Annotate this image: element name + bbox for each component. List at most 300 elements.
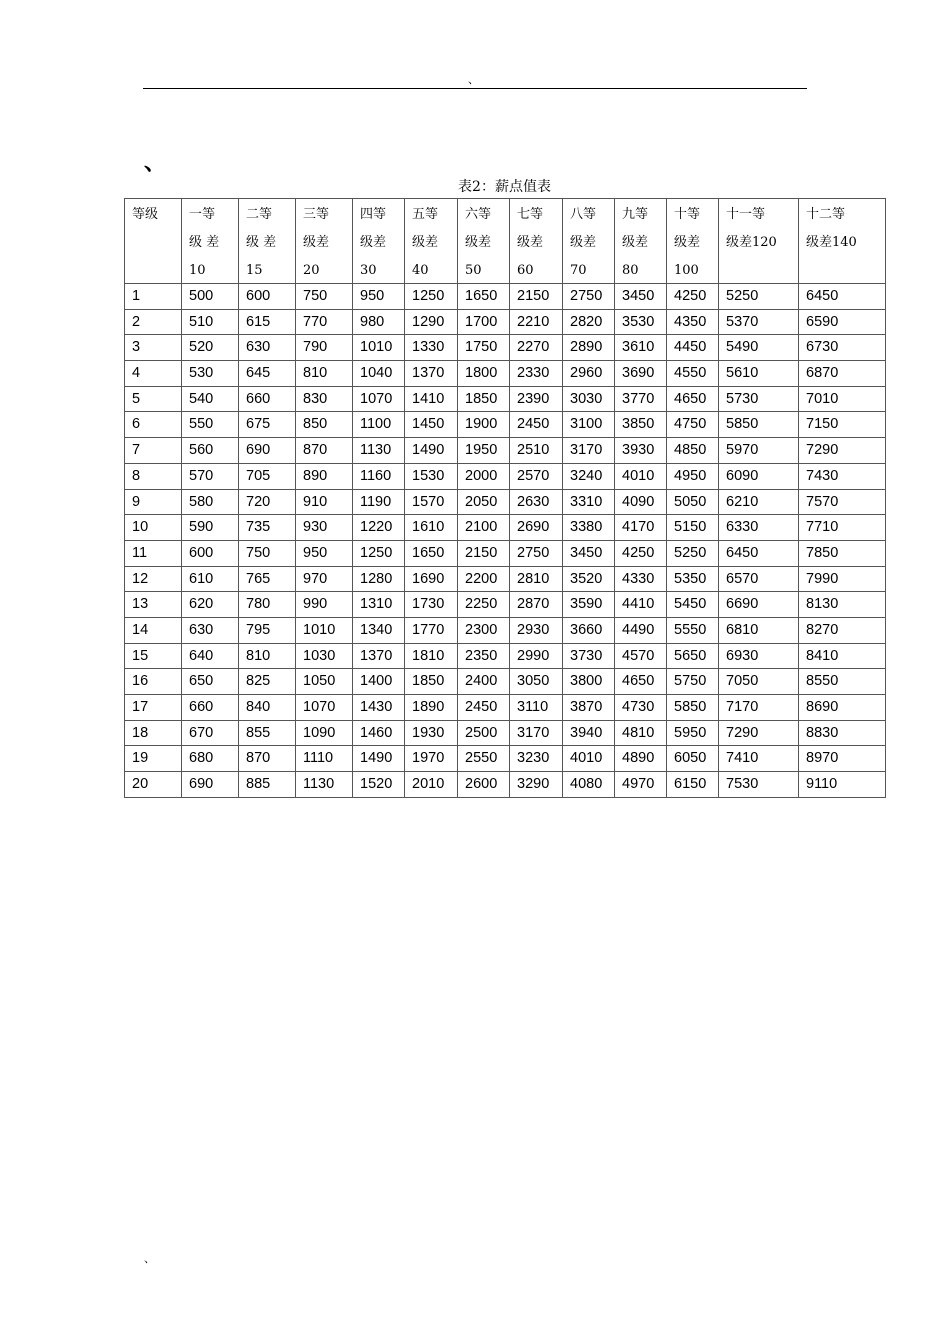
- value-cell: 2870: [510, 592, 563, 618]
- grade-cell: 6: [125, 412, 182, 438]
- header-name: 二等: [246, 207, 273, 222]
- header-name: 九等: [622, 207, 649, 222]
- value-cell: 5250: [667, 540, 719, 566]
- value-cell: 6570: [719, 566, 799, 592]
- value-cell: 7570: [799, 489, 886, 515]
- header-name: 四等: [360, 207, 387, 222]
- header-value: 20: [303, 263, 320, 278]
- grade-cell: 17: [125, 695, 182, 721]
- grade-cell: 8: [125, 463, 182, 489]
- value-cell: 5450: [667, 592, 719, 618]
- value-cell: 1190: [353, 489, 405, 515]
- value-cell: 690: [182, 772, 239, 798]
- header-cell-10: [667, 199, 719, 284]
- value-cell: 2570: [510, 463, 563, 489]
- grade-cell: 15: [125, 643, 182, 669]
- value-cell: 795: [239, 617, 296, 643]
- header-cell-11: [719, 199, 799, 284]
- grade-cell: 2: [125, 309, 182, 335]
- value-cell: 2200: [458, 566, 510, 592]
- value-cell: 810: [239, 643, 296, 669]
- grade-cell: 20: [125, 772, 182, 798]
- value-cell: 500: [182, 284, 239, 310]
- value-cell: 2270: [510, 335, 563, 361]
- value-cell: 5490: [719, 335, 799, 361]
- value-cell: 1850: [458, 386, 510, 412]
- header-diff: 级差: [360, 235, 387, 250]
- value-cell: 4330: [615, 566, 667, 592]
- value-cell: 3110: [510, 695, 563, 721]
- value-cell: 2990: [510, 643, 563, 669]
- value-cell: 7530: [719, 772, 799, 798]
- table-row: [125, 386, 886, 412]
- header-diff: 级差: [517, 235, 544, 250]
- value-cell: 5850: [667, 695, 719, 721]
- value-cell: 2300: [458, 617, 510, 643]
- value-cell: 4890: [615, 746, 667, 772]
- value-cell: 660: [182, 695, 239, 721]
- grade-cell: 1: [125, 284, 182, 310]
- table-row: [125, 489, 886, 515]
- value-cell: 7410: [719, 746, 799, 772]
- value-cell: 680: [182, 746, 239, 772]
- value-cell: 670: [182, 720, 239, 746]
- value-cell: 5730: [719, 386, 799, 412]
- value-cell: 840: [239, 695, 296, 721]
- value-cell: 4450: [667, 335, 719, 361]
- value-cell: 990: [296, 592, 353, 618]
- value-cell: 1160: [353, 463, 405, 489]
- value-cell: 4650: [615, 669, 667, 695]
- table-header-row: [125, 199, 886, 284]
- grade-cell: 10: [125, 515, 182, 541]
- value-cell: 1280: [353, 566, 405, 592]
- value-cell: 3170: [563, 438, 615, 464]
- header-name: 十等: [674, 207, 701, 222]
- header-value: 30: [360, 263, 377, 278]
- value-cell: 1130: [353, 438, 405, 464]
- value-cell: 3660: [563, 617, 615, 643]
- value-cell: 2010: [405, 772, 458, 798]
- table-row: [125, 438, 886, 464]
- header-cell-3: [296, 199, 353, 284]
- value-cell: 1970: [405, 746, 458, 772]
- value-cell: 645: [239, 361, 296, 387]
- value-cell: 2100: [458, 515, 510, 541]
- value-cell: 2890: [563, 335, 615, 361]
- value-cell: 2600: [458, 772, 510, 798]
- header-name: 十二等: [806, 207, 846, 222]
- table-row: [125, 284, 886, 310]
- value-cell: 610: [182, 566, 239, 592]
- value-cell: 810: [296, 361, 353, 387]
- value-cell: 2450: [458, 695, 510, 721]
- value-cell: 7170: [719, 695, 799, 721]
- value-cell: 1530: [405, 463, 458, 489]
- value-cell: 5650: [667, 643, 719, 669]
- value-cell: 540: [182, 386, 239, 412]
- value-cell: 1100: [353, 412, 405, 438]
- header-diff: 级差: [570, 235, 597, 250]
- value-cell: 6330: [719, 515, 799, 541]
- value-cell: 1950: [458, 438, 510, 464]
- footer-mark: 、: [144, 1252, 155, 1265]
- value-cell: 2250: [458, 592, 510, 618]
- value-cell: 5150: [667, 515, 719, 541]
- table-row: [125, 592, 886, 618]
- value-cell: 4570: [615, 643, 667, 669]
- value-cell: 790: [296, 335, 353, 361]
- header-name: 三等: [303, 207, 330, 222]
- value-cell: 5350: [667, 566, 719, 592]
- header-value: [806, 255, 885, 258]
- value-cell: 1610: [405, 515, 458, 541]
- value-cell: 4490: [615, 617, 667, 643]
- header-diff: 级差: [674, 235, 701, 250]
- value-cell: 1290: [405, 309, 458, 335]
- value-cell: 3690: [615, 361, 667, 387]
- value-cell: 1900: [458, 412, 510, 438]
- table-row: [125, 669, 886, 695]
- value-cell: 3230: [510, 746, 563, 772]
- header-mark: 、: [468, 73, 479, 86]
- table-row: [125, 335, 886, 361]
- value-cell: 520: [182, 335, 239, 361]
- value-cell: 7290: [719, 720, 799, 746]
- table-row: [125, 695, 886, 721]
- value-cell: 3850: [615, 412, 667, 438]
- value-cell: 2330: [510, 361, 563, 387]
- table-row: [125, 617, 886, 643]
- value-cell: 1890: [405, 695, 458, 721]
- value-cell: 3610: [615, 335, 667, 361]
- value-cell: 735: [239, 515, 296, 541]
- value-cell: 1030: [296, 643, 353, 669]
- value-cell: 660: [239, 386, 296, 412]
- grade-cell: 7: [125, 438, 182, 464]
- value-cell: 4730: [615, 695, 667, 721]
- value-cell: 4750: [667, 412, 719, 438]
- value-cell: 4550: [667, 361, 719, 387]
- value-cell: 930: [296, 515, 353, 541]
- value-cell: 7010: [799, 386, 886, 412]
- value-cell: 6690: [719, 592, 799, 618]
- value-cell: 3380: [563, 515, 615, 541]
- value-cell: 6090: [719, 463, 799, 489]
- value-cell: 3530: [615, 309, 667, 335]
- value-cell: 560: [182, 438, 239, 464]
- value-cell: 1400: [353, 669, 405, 695]
- value-cell: 1040: [353, 361, 405, 387]
- value-cell: 1450: [405, 412, 458, 438]
- value-cell: 690: [239, 438, 296, 464]
- value-cell: 4010: [615, 463, 667, 489]
- value-cell: 1930: [405, 720, 458, 746]
- value-cell: 825: [239, 669, 296, 695]
- value-cell: 1070: [296, 695, 353, 721]
- value-cell: 3870: [563, 695, 615, 721]
- grade-cell: 13: [125, 592, 182, 618]
- header-cell-2: [239, 199, 296, 284]
- value-cell: 580: [182, 489, 239, 515]
- value-cell: 4850: [667, 438, 719, 464]
- value-cell: 890: [296, 463, 353, 489]
- value-cell: 3290: [510, 772, 563, 798]
- value-cell: 7710: [799, 515, 886, 541]
- value-cell: 870: [296, 438, 353, 464]
- value-cell: 5970: [719, 438, 799, 464]
- value-cell: 6150: [667, 772, 719, 798]
- value-cell: 910: [296, 489, 353, 515]
- value-cell: 510: [182, 309, 239, 335]
- value-cell: 1310: [353, 592, 405, 618]
- value-cell: 5610: [719, 361, 799, 387]
- value-cell: 1650: [458, 284, 510, 310]
- value-cell: 720: [239, 489, 296, 515]
- value-cell: 2390: [510, 386, 563, 412]
- value-cell: 1810: [405, 643, 458, 669]
- value-cell: 2050: [458, 489, 510, 515]
- value-cell: 8550: [799, 669, 886, 695]
- value-cell: 2960: [563, 361, 615, 387]
- header-value: 80: [622, 263, 639, 278]
- header-cell-grade: [125, 199, 182, 284]
- value-cell: 8690: [799, 695, 886, 721]
- value-cell: 7430: [799, 463, 886, 489]
- value-cell: 3450: [615, 284, 667, 310]
- value-cell: 550: [182, 412, 239, 438]
- value-cell: 1800: [458, 361, 510, 387]
- value-cell: 8130: [799, 592, 886, 618]
- grade-cell: 5: [125, 386, 182, 412]
- header-value: 100: [674, 263, 699, 278]
- value-cell: 570: [182, 463, 239, 489]
- value-cell: 4250: [615, 540, 667, 566]
- value-cell: 2690: [510, 515, 563, 541]
- grade-cell: 9: [125, 489, 182, 515]
- value-cell: 640: [182, 643, 239, 669]
- value-cell: 2630: [510, 489, 563, 515]
- grade-cell: 14: [125, 617, 182, 643]
- value-cell: 1110: [296, 746, 353, 772]
- value-cell: 3310: [563, 489, 615, 515]
- value-cell: 2350: [458, 643, 510, 669]
- header-cell-12: [799, 199, 886, 284]
- value-cell: 1520: [353, 772, 405, 798]
- grade-cell: 19: [125, 746, 182, 772]
- value-cell: 5750: [667, 669, 719, 695]
- header-diff: 级 差: [189, 235, 220, 250]
- value-cell: 1490: [353, 746, 405, 772]
- value-cell: 2810: [510, 566, 563, 592]
- value-cell: 1250: [353, 540, 405, 566]
- value-cell: 1570: [405, 489, 458, 515]
- value-cell: 855: [239, 720, 296, 746]
- header-name: 六等: [465, 207, 492, 222]
- value-cell: 3770: [615, 386, 667, 412]
- value-cell: 1090: [296, 720, 353, 746]
- header-diff: 级差120: [726, 235, 777, 250]
- value-cell: 2820: [563, 309, 615, 335]
- value-cell: 6450: [799, 284, 886, 310]
- value-cell: 8270: [799, 617, 886, 643]
- value-cell: 1220: [353, 515, 405, 541]
- header-name: 一等: [189, 207, 216, 222]
- value-cell: 1130: [296, 772, 353, 798]
- value-cell: 4970: [615, 772, 667, 798]
- value-cell: 615: [239, 309, 296, 335]
- value-cell: 1050: [296, 669, 353, 695]
- header-value: 60: [517, 263, 534, 278]
- header-name: 五等: [412, 207, 439, 222]
- value-cell: 8830: [799, 720, 886, 746]
- value-cell: 750: [239, 540, 296, 566]
- value-cell: 530: [182, 361, 239, 387]
- value-cell: 1010: [353, 335, 405, 361]
- value-cell: 1690: [405, 566, 458, 592]
- value-cell: 1700: [458, 309, 510, 335]
- value-cell: 4350: [667, 309, 719, 335]
- table-row: [125, 566, 886, 592]
- value-cell: 5250: [719, 284, 799, 310]
- value-cell: 1430: [353, 695, 405, 721]
- grade-cell: 18: [125, 720, 182, 746]
- value-cell: 1490: [405, 438, 458, 464]
- header-value: 70: [570, 263, 587, 278]
- value-cell: 3030: [563, 386, 615, 412]
- value-cell: 780: [239, 592, 296, 618]
- table-row: [125, 746, 886, 772]
- value-cell: 1340: [353, 617, 405, 643]
- value-cell: 4810: [615, 720, 667, 746]
- value-cell: 2750: [563, 284, 615, 310]
- header-cell-6: [458, 199, 510, 284]
- header-value: 50: [465, 263, 482, 278]
- value-cell: 980: [353, 309, 405, 335]
- value-cell: 1730: [405, 592, 458, 618]
- value-cell: 2510: [510, 438, 563, 464]
- header-cell-1: [182, 199, 239, 284]
- header-cell-9: [615, 199, 667, 284]
- value-cell: 2000: [458, 463, 510, 489]
- value-cell: 705: [239, 463, 296, 489]
- value-cell: 750: [296, 284, 353, 310]
- header-cell-7: [510, 199, 563, 284]
- value-cell: 650: [182, 669, 239, 695]
- table-row: [125, 643, 886, 669]
- table-row: [125, 361, 886, 387]
- value-cell: 1330: [405, 335, 458, 361]
- salary-point-table: [124, 198, 886, 798]
- value-cell: 9110: [799, 772, 886, 798]
- paragraph-mark: 、: [144, 151, 167, 176]
- value-cell: 1370: [405, 361, 458, 387]
- value-cell: 6930: [719, 643, 799, 669]
- value-cell: 3100: [563, 412, 615, 438]
- value-cell: 6730: [799, 335, 886, 361]
- header-cell-8: [563, 199, 615, 284]
- value-cell: 600: [182, 540, 239, 566]
- header-value: [726, 255, 798, 258]
- grade-cell: 3: [125, 335, 182, 361]
- value-cell: 3590: [563, 592, 615, 618]
- value-cell: 7290: [799, 438, 886, 464]
- value-cell: 765: [239, 566, 296, 592]
- value-cell: 630: [239, 335, 296, 361]
- header-diff: 级差: [622, 235, 649, 250]
- value-cell: 2150: [458, 540, 510, 566]
- table-row: [125, 309, 886, 335]
- value-cell: 7990: [799, 566, 886, 592]
- value-cell: 1850: [405, 669, 458, 695]
- header-name: 八等: [570, 207, 597, 222]
- value-cell: 770: [296, 309, 353, 335]
- value-cell: 3930: [615, 438, 667, 464]
- value-cell: 1250: [405, 284, 458, 310]
- value-cell: 950: [353, 284, 405, 310]
- header-grade-label: 等级: [132, 207, 159, 222]
- value-cell: 2450: [510, 412, 563, 438]
- header-diff: 级差: [303, 235, 330, 250]
- table-row: [125, 515, 886, 541]
- value-cell: 4090: [615, 489, 667, 515]
- header-value: 15: [246, 263, 263, 278]
- table-row: [125, 540, 886, 566]
- value-cell: 590: [182, 515, 239, 541]
- value-cell: 6210: [719, 489, 799, 515]
- header-diff: 级 差: [246, 235, 277, 250]
- value-cell: 1010: [296, 617, 353, 643]
- value-cell: 2550: [458, 746, 510, 772]
- value-cell: 3170: [510, 720, 563, 746]
- header-name: 七等: [517, 207, 544, 222]
- table-row: [125, 463, 886, 489]
- value-cell: 7850: [799, 540, 886, 566]
- grade-cell: 12: [125, 566, 182, 592]
- grade-cell: 16: [125, 669, 182, 695]
- value-cell: 1750: [458, 335, 510, 361]
- value-cell: 5950: [667, 720, 719, 746]
- value-cell: 7050: [719, 669, 799, 695]
- value-cell: 1070: [353, 386, 405, 412]
- header-diff: 级差: [412, 235, 439, 250]
- value-cell: 1410: [405, 386, 458, 412]
- value-cell: 8970: [799, 746, 886, 772]
- value-cell: 2750: [510, 540, 563, 566]
- header-diff: 级差140: [806, 235, 857, 250]
- value-cell: 1650: [405, 540, 458, 566]
- value-cell: 630: [182, 617, 239, 643]
- value-cell: 2930: [510, 617, 563, 643]
- table-row: [125, 720, 886, 746]
- header-value: 10: [189, 263, 206, 278]
- value-cell: 1370: [353, 643, 405, 669]
- value-cell: 1770: [405, 617, 458, 643]
- value-cell: 2150: [510, 284, 563, 310]
- value-cell: 5050: [667, 489, 719, 515]
- table-row: [125, 412, 886, 438]
- value-cell: 1460: [353, 720, 405, 746]
- value-cell: 2500: [458, 720, 510, 746]
- value-cell: 4950: [667, 463, 719, 489]
- header-cell-5: [405, 199, 458, 284]
- header-diff: 级差: [465, 235, 492, 250]
- header-value: 40: [412, 263, 429, 278]
- value-cell: 2400: [458, 669, 510, 695]
- header-name: 十一等: [726, 207, 766, 222]
- value-cell: 3050: [510, 669, 563, 695]
- value-cell: 4410: [615, 592, 667, 618]
